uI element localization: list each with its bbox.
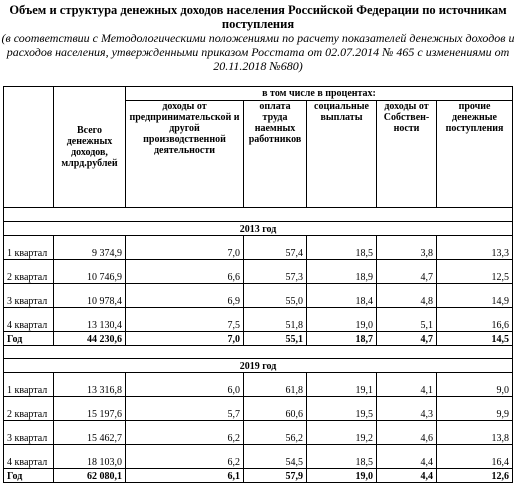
cell-percent: 6,6 [126, 260, 244, 284]
table-row [4, 284, 513, 308]
cell-percent: 19,0 [307, 308, 377, 332]
table-row [4, 421, 513, 445]
cell-percent: 18,9 [307, 260, 377, 284]
cell-percent: 4,6 [377, 421, 437, 445]
row-label: Год [4, 469, 54, 483]
cell-percent: 14,9 [437, 284, 513, 308]
cell-percent: 19,1 [307, 373, 377, 397]
cell-percent: 13,8 [437, 421, 513, 445]
cell-total: 9 374,9 [54, 236, 126, 260]
header-wages: оплата труда наемных работников [244, 101, 307, 208]
cell-total: 13 316,8 [54, 373, 126, 397]
cell-percent: 54,5 [244, 445, 307, 469]
header-total: Всего денежных доходов, млрд.рублей [54, 87, 126, 208]
document-subtitle: (в соответствии с Методологическими положениями по расчету показателей денежных доходов и расходов населения, утвержденными приказом Росстата от 02.07.2014 № 465 с изменениями от 20.11.2018 №680) [1, 31, 515, 73]
table-row [4, 308, 513, 332]
header-social: социальные выплаты [307, 101, 377, 208]
cell-percent: 16,4 [437, 445, 513, 469]
cell-percent: 6,1 [126, 469, 244, 483]
cell-percent: 4,3 [377, 397, 437, 421]
cell-percent: 18,4 [307, 284, 377, 308]
cell-percent: 61,8 [244, 373, 307, 397]
cell-percent: 3,8 [377, 236, 437, 260]
cell-percent: 9,0 [437, 373, 513, 397]
row-label: 4 квартал [4, 308, 54, 332]
cell-percent: 18,5 [307, 445, 377, 469]
cell-percent: 16,6 [437, 308, 513, 332]
cell-percent: 4,7 [377, 260, 437, 284]
cell-percent: 60,6 [244, 397, 307, 421]
cell-percent: 4,8 [377, 284, 437, 308]
cell-percent: 6,0 [126, 373, 244, 397]
table-row-year-total [4, 332, 513, 346]
table-row [4, 445, 513, 469]
row-label: 2 квартал [4, 260, 54, 284]
income-structure-table [3, 86, 513, 483]
cell-percent: 57,3 [244, 260, 307, 284]
cell-percent: 19,0 [307, 469, 377, 483]
section-spacer [4, 346, 513, 359]
row-label: 3 квартал [4, 421, 54, 445]
section-year: 2013 год [4, 222, 513, 236]
document-title: Объем и структура денежных доходов населения Российской Федерации по источникам поступления [9, 3, 507, 31]
cell-total: 15 462,7 [54, 421, 126, 445]
header-property: доходы от Собствен-ности [377, 101, 437, 208]
row-label: Год [4, 332, 54, 346]
header-other: прочие денежные поступления [437, 101, 513, 208]
cell-percent: 18,5 [307, 236, 377, 260]
table-row [4, 397, 513, 421]
cell-total: 44 230,6 [54, 332, 126, 346]
cell-percent: 7,5 [126, 308, 244, 332]
cell-percent: 55,0 [244, 284, 307, 308]
cell-percent: 4,7 [377, 332, 437, 346]
cell-percent: 57,9 [244, 469, 307, 483]
cell-percent: 6,2 [126, 421, 244, 445]
cell-percent: 14,5 [437, 332, 513, 346]
cell-percent: 9,9 [437, 397, 513, 421]
table-row [4, 236, 513, 260]
header-group: в том числе в процентах: [126, 87, 513, 101]
cell-total: 13 130,4 [54, 308, 126, 332]
section-year: 2019 год [4, 359, 513, 373]
header-entrepreneur: доходы от предпринимательской и другой производственной деятельности [126, 101, 244, 208]
cell-total: 62 080,1 [54, 469, 126, 483]
section-spacer [4, 208, 513, 222]
cell-percent: 4,4 [377, 445, 437, 469]
cell-percent: 5,1 [377, 308, 437, 332]
cell-percent: 7,0 [126, 332, 244, 346]
cell-percent: 7,0 [126, 236, 244, 260]
cell-percent: 12,5 [437, 260, 513, 284]
cell-total: 10 746,9 [54, 260, 126, 284]
table-row-year-total [4, 469, 513, 483]
cell-percent: 55,1 [244, 332, 307, 346]
cell-percent: 12,6 [437, 469, 513, 483]
cell-percent: 51,8 [244, 308, 307, 332]
cell-percent: 6,2 [126, 445, 244, 469]
row-label: 1 квартал [4, 236, 54, 260]
cell-percent: 56,2 [244, 421, 307, 445]
cell-percent: 13,3 [437, 236, 513, 260]
cell-percent: 19,5 [307, 397, 377, 421]
header-period [4, 87, 54, 208]
row-label: 2 квартал [4, 397, 54, 421]
row-label: 3 квартал [4, 284, 54, 308]
cell-total: 15 197,6 [54, 397, 126, 421]
table-row [4, 260, 513, 284]
cell-percent: 4,4 [377, 469, 437, 483]
cell-total: 18 103,0 [54, 445, 126, 469]
cell-percent: 5,7 [126, 397, 244, 421]
cell-total: 10 978,4 [54, 284, 126, 308]
cell-percent: 18,7 [307, 332, 377, 346]
cell-percent: 19,2 [307, 421, 377, 445]
cell-percent: 6,9 [126, 284, 244, 308]
cell-percent: 4,1 [377, 373, 437, 397]
row-label: 4 квартал [4, 445, 54, 469]
cell-percent: 57,4 [244, 236, 307, 260]
table-row [4, 373, 513, 397]
row-label: 1 квартал [4, 373, 54, 397]
